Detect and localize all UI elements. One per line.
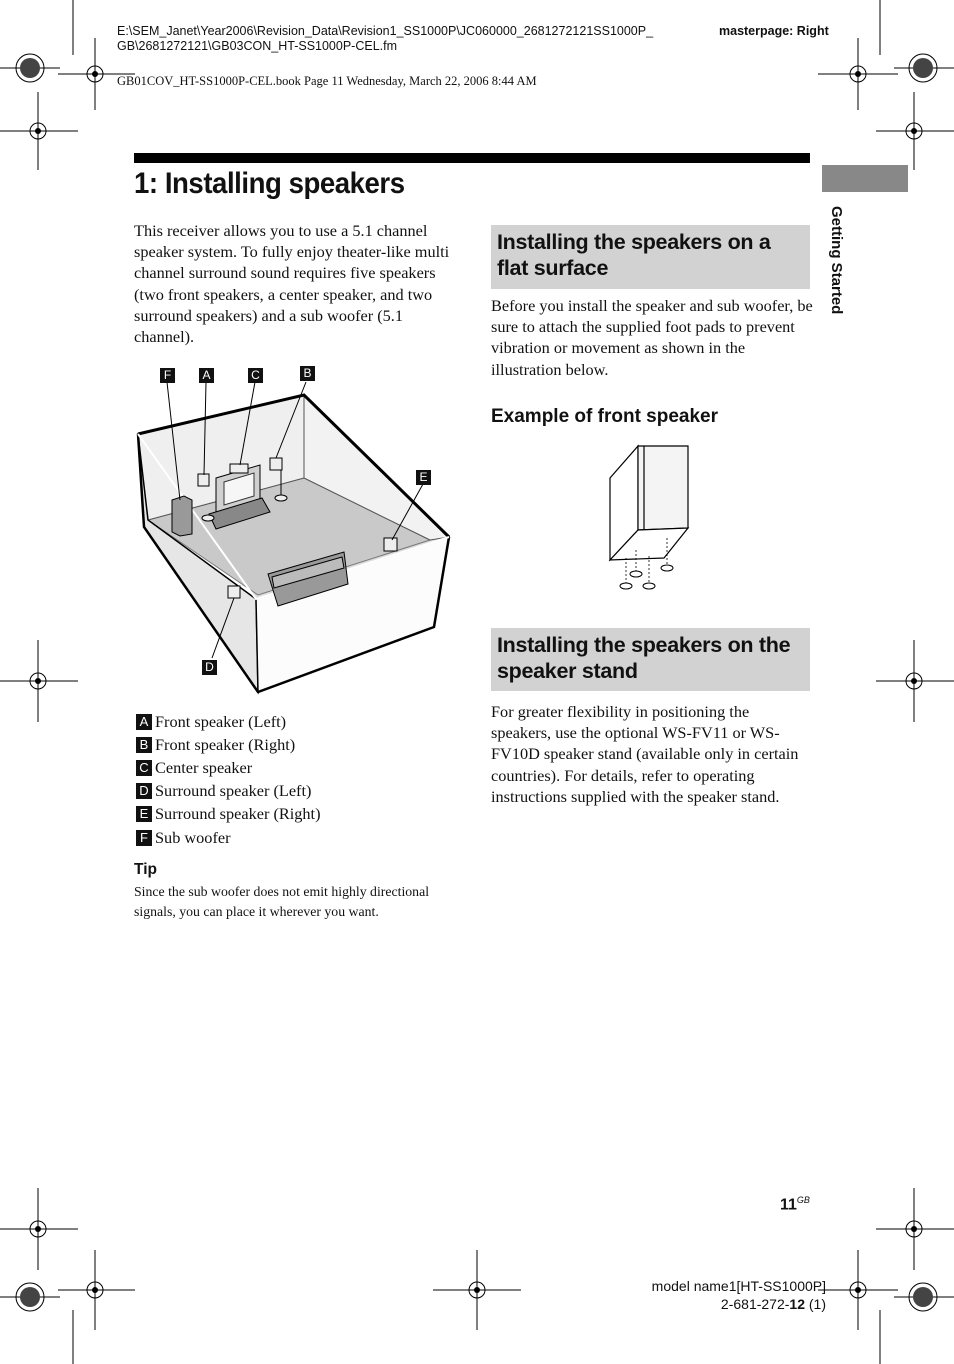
legend-key: C [136, 760, 152, 776]
tip-heading: Tip [134, 861, 157, 878]
legend-key: F [136, 830, 152, 846]
page-number-value: 11 [780, 1196, 797, 1214]
diagram-label-c: C [248, 368, 263, 383]
legend-text: Center speaker [155, 757, 253, 777]
legend-key: A [136, 714, 152, 730]
legend-item [136, 733, 456, 756]
legend-key: D [136, 783, 152, 799]
diagram-label-e: E [416, 470, 431, 485]
title-rule [134, 153, 810, 163]
legend-text: Front speaker (Left) [155, 711, 287, 731]
tip-text: Since the sub woofer does not emit highly directional signals, you can place it wherever you want. [134, 884, 430, 919]
speaker-layout-diagram [134, 362, 456, 697]
flat-surface-paragraph: Before you install the speaker and sub woofer, be sure to attach the supplied foot pads to prevent vibration or movement as shown in the illustration below. [491, 296, 813, 379]
legend-text: Sub woofer [155, 827, 231, 847]
page-title: 1: Installing speakers [134, 167, 405, 200]
footer-code-prefix: 2-681-272- [720, 1296, 790, 1312]
diagram-label-b: B [300, 366, 315, 381]
legend-item [136, 780, 456, 803]
footer-model: model name1[HT-SS1000P] [651, 1278, 826, 1294]
speaker-stand-paragraph: For greater flexibility in positioning the speakers, use the optional WS-FV11 or WS-FV10D speaker stand (available only in certain countries). For details, refer to operating instructions supplied with the speaker stand. [491, 702, 799, 806]
footer-code [560, 1295, 826, 1313]
legend-key: B [136, 737, 152, 753]
masterpage-label: masterpage: Right [719, 24, 829, 38]
legend-key: E [136, 806, 152, 822]
footer-code-bold: 12 [789, 1296, 805, 1312]
file-path-line2: GB\2681272121\GB03CON_HT-SS1000P-CEL.fm [117, 39, 398, 53]
book-info: GB01COV_HT-SS1000P-CEL.book Page 11 Wednesday, March 22, 2006 8:44 AM [117, 74, 537, 88]
side-tab-label: Getting Started [828, 206, 845, 315]
legend-item [136, 826, 456, 849]
legend-text: Surround speaker (Left) [155, 781, 312, 801]
page-number-suffix: GB [796, 1195, 810, 1205]
room-illustration [134, 362, 456, 697]
diagram-label-a: A [199, 368, 214, 383]
diagram-label-f: F [160, 368, 175, 383]
section-heading-speaker-stand: Installing the speakers on the speaker stand [491, 628, 810, 691]
section-heading-flat-surface: Installing the speakers on a flat surface [491, 225, 810, 289]
example-heading: Example of front speaker [491, 406, 719, 427]
footer-code-suffix: (1) [805, 1296, 826, 1312]
file-path [117, 24, 653, 54]
file-path-line1: E:\SEM_Janet\Year2006\Revision_Data\Revision1_SS1000P\JC060000_2681272121SS1000P_ [117, 24, 654, 38]
legend-item [136, 756, 456, 779]
legend-item [136, 803, 456, 826]
legend-text: Surround speaker (Right) [155, 804, 321, 824]
legend-item [136, 710, 456, 733]
diagram-label-d: D [202, 660, 217, 675]
section-tab [822, 165, 908, 192]
speaker-legend [136, 710, 456, 849]
page-number [780, 1195, 810, 1214]
legend-text: Front speaker (Right) [155, 734, 296, 754]
front-speaker-illustration [604, 440, 698, 596]
intro-paragraph: This receiver allows you to use a 5.1 channel speaker system. To fully enjoy theater-like multi channel surround sound requires five speakers (two front speakers, a center speaker, and two surround speakers) and a sub woofer (5.1 channel). [134, 221, 450, 347]
footer-model-info [560, 1277, 826, 1313]
